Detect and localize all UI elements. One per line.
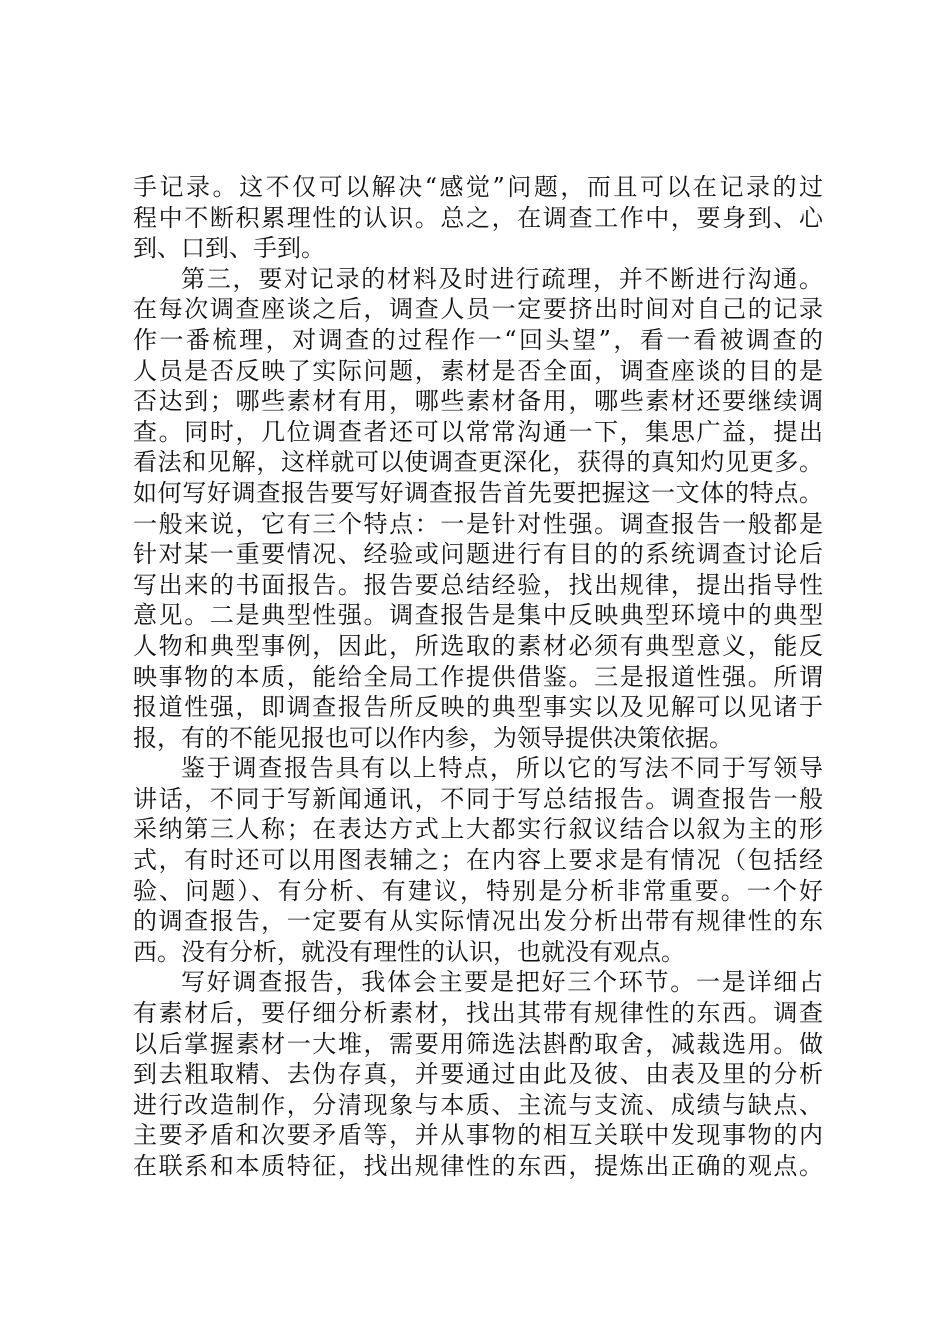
text-line: 如何写好调查报告要写好调查报告首先要把握这一文体的特点。 bbox=[133, 478, 823, 507]
text-line: 报道性强，即调查报告所反映的典型事实以及见解可以见诸于 bbox=[133, 693, 823, 722]
text-line: 式，有时还可以用图表辅之；在内容上要求是有情况（包括经 bbox=[133, 846, 823, 875]
text-line: 有素材后，要仔细分析素材，找出其带有规律性的东西。调查 bbox=[133, 999, 823, 1028]
text-line: 针对某一重要情况、经验或问题进行有目的的系统调查讨论后 bbox=[133, 540, 823, 569]
text-line: 主要矛盾和次要矛盾等，并从事物的相互关联中发现事物的内 bbox=[133, 1121, 823, 1150]
text-line: 在联系和本质特征，找出规律性的东西，提炼出正确的观点。 bbox=[133, 1152, 823, 1180]
paragraph-start-line: 第三，要对记录的材料及时进行疏理，并不断进行沟通。 bbox=[181, 264, 823, 293]
text-line: 进行改造制作，分清现象与本质、主流与支流、成绩与缺点、 bbox=[133, 1090, 823, 1119]
text-line: 意见。二是典型性强。调查报告是集中反映典型环境中的典型 bbox=[133, 601, 823, 630]
text-line: 看法和见解，这样就可以使调查更深化，获得的真知灼见更多。 bbox=[133, 448, 823, 477]
text-line: 报，有的不能见报也可以作内参，为领导提供决策依据。 bbox=[133, 723, 733, 752]
paragraph-start-line: 鉴于调查报告具有以上特点，所以它的写法不同于写领导 bbox=[181, 754, 823, 783]
text-line: 程中不断积累理性的认识。总之，在调查工作中，要身到、心 bbox=[133, 203, 823, 232]
text-line: 的调查报告，一定要有从实际情况出发分析出带有规律性的东 bbox=[133, 907, 823, 936]
text-line: 人物和典型事例，因此，所选取的素材必须有典型意义，能反 bbox=[133, 631, 823, 660]
text-line: 写出来的书面报告。报告要总结经验，找出规律，提出指导性 bbox=[133, 570, 823, 599]
paragraph-start-line: 写好调查报告，我体会主要是把好三个环节。一是详细占 bbox=[181, 968, 823, 997]
text-line: 一般来说，它有三个特点：一是针对性强。调查报告一般都是 bbox=[133, 509, 823, 538]
text-line: 否达到；哪些素材有用，哪些素材备用，哪些素材还要继续调 bbox=[133, 387, 823, 416]
text-line: 验、问题）、有分析、有建议，特别是分析非常重要。一个好 bbox=[133, 876, 823, 905]
document-body bbox=[133, 172, 823, 1182]
text-line: 以后掌握素材一大堆，需要用筛选法斟酌取舍，减裁选用。做 bbox=[133, 1029, 823, 1058]
text-line: 在每次调查座谈之后，调查人员一定要挤出时间对自己的记录 bbox=[133, 295, 823, 324]
text-line: 作一番梳理，对调查的过程作一“回头望”，看一看被调查的 bbox=[133, 325, 823, 354]
text-line: 到去粗取精、去伪存真，并要通过由此及彼、由表及里的分析 bbox=[133, 1060, 823, 1089]
text-line: 西。没有分析，就没有理性的认识，也就没有观点。 bbox=[133, 937, 685, 966]
text-line: 到、口到、手到。 bbox=[133, 234, 325, 263]
text-line: 采纳第三人称；在表达方式上大都实行叙议结合以叙为主的形 bbox=[133, 815, 823, 844]
text-line: 手记录。这不仅可以解决“感觉”问题，而且可以在记录的过 bbox=[133, 173, 823, 201]
text-line: 映事物的本质，能给全局工作提供借鉴。三是报道性强。所谓 bbox=[133, 662, 823, 691]
text-line: 讲话，不同于写新闻通讯，不同于写总结报告。调查报告一般 bbox=[133, 784, 823, 813]
text-line: 人员是否反映了实际问题，素材是否全面，调查座谈的目的是 bbox=[133, 356, 823, 385]
text-line: 查。同时，几位调查者还可以常常沟通一下，集思广益，提出 bbox=[133, 417, 823, 446]
